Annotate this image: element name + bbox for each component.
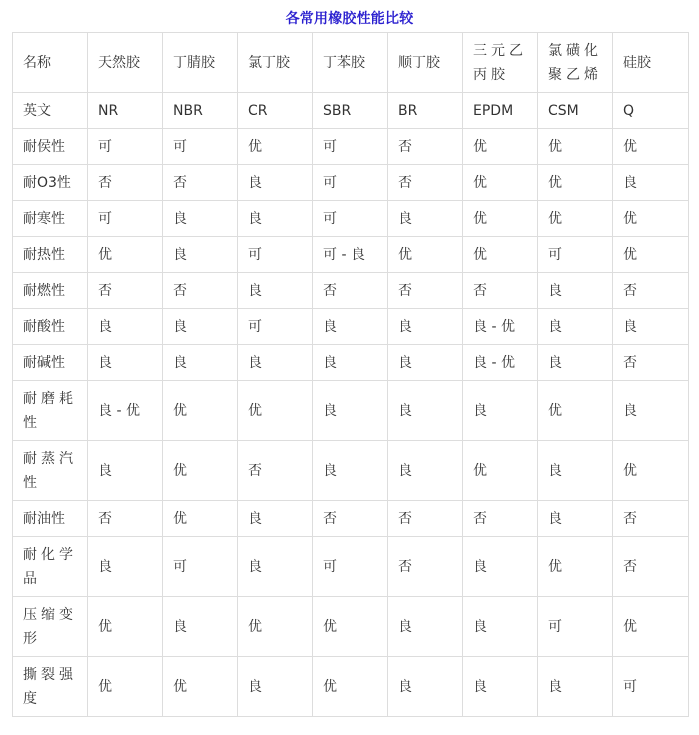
table-cell: 否 bbox=[463, 273, 538, 309]
table-cell: 优 bbox=[613, 129, 689, 165]
header-cell: 名称 bbox=[13, 33, 88, 93]
table-cell: 良 bbox=[163, 237, 238, 273]
table-cell: 良 bbox=[388, 597, 463, 657]
table-cell: 否 bbox=[163, 165, 238, 201]
row-label: 耐热性 bbox=[13, 237, 88, 273]
row-label: 耐碱性 bbox=[13, 345, 88, 381]
table-cell: CR bbox=[238, 93, 313, 129]
table-cell: 否 bbox=[613, 273, 689, 309]
table-cell: 否 bbox=[88, 501, 163, 537]
row-label: 撕裂强度 bbox=[13, 657, 88, 717]
table-cell: 优 bbox=[463, 201, 538, 237]
table-cell: CSM bbox=[538, 93, 613, 129]
table-cell: 优 bbox=[613, 597, 689, 657]
table-cell: 良 bbox=[613, 165, 689, 201]
header-cell: 氯丁胶 bbox=[238, 33, 313, 93]
table-row bbox=[13, 129, 689, 165]
row-label: 耐酸性 bbox=[13, 309, 88, 345]
header-cell: 丁苯胶 bbox=[313, 33, 388, 93]
table-cell: 良 bbox=[388, 441, 463, 501]
table-cell: 否 bbox=[163, 273, 238, 309]
table-cell: 优 bbox=[613, 237, 689, 273]
header-cell: 顺丁胶 bbox=[388, 33, 463, 93]
table-cell: 优 bbox=[88, 597, 163, 657]
table-cell: 良 bbox=[388, 381, 463, 441]
table-row bbox=[13, 201, 689, 237]
table-cell: 良 - 优 bbox=[88, 381, 163, 441]
table-cell: 否 bbox=[388, 501, 463, 537]
header-cell: 氯磺化聚乙烯 bbox=[538, 33, 613, 93]
table-cell: 优 bbox=[163, 657, 238, 717]
table-row bbox=[13, 441, 689, 501]
table-cell: 优 bbox=[163, 501, 238, 537]
table-row bbox=[13, 165, 689, 201]
table-cell: 否 bbox=[388, 273, 463, 309]
header-cell: 三元乙丙胶 bbox=[463, 33, 538, 93]
table-row bbox=[13, 273, 689, 309]
table-cell: 良 bbox=[88, 537, 163, 597]
table-cell: 否 bbox=[613, 537, 689, 597]
table-cell: 良 bbox=[238, 273, 313, 309]
row-label: 耐燃性 bbox=[13, 273, 88, 309]
table-cell: 可 bbox=[313, 537, 388, 597]
table-row bbox=[13, 537, 689, 597]
table-cell: 良 bbox=[538, 441, 613, 501]
table-cell: 良 bbox=[463, 537, 538, 597]
row-label: 耐蒸汽性 bbox=[13, 441, 88, 501]
table-cell: 否 bbox=[463, 501, 538, 537]
table-cell: SBR bbox=[313, 93, 388, 129]
table-cell: 优 bbox=[538, 165, 613, 201]
table-cell: 可 bbox=[163, 537, 238, 597]
table-title: 各常用橡胶性能比较 bbox=[285, 11, 414, 27]
table-cell: 优 bbox=[88, 657, 163, 717]
header-cell: 硅胶 bbox=[613, 33, 689, 93]
table-row bbox=[13, 657, 689, 717]
table-cell: 否 bbox=[313, 501, 388, 537]
table-cell: 良 - 优 bbox=[463, 345, 538, 381]
row-label: 耐油性 bbox=[13, 501, 88, 537]
table-cell: 良 bbox=[163, 345, 238, 381]
table-cell: 可 - 良 bbox=[313, 237, 388, 273]
table-cell: 优 bbox=[463, 129, 538, 165]
table-row bbox=[13, 309, 689, 345]
table-cell: 可 bbox=[313, 129, 388, 165]
table-cell: 良 bbox=[463, 597, 538, 657]
table-cell: 可 bbox=[88, 129, 163, 165]
table-cell: 优 bbox=[238, 129, 313, 165]
table-cell: 优 bbox=[538, 201, 613, 237]
table-cell: 否 bbox=[388, 537, 463, 597]
table-cell: 良 bbox=[88, 345, 163, 381]
table-cell: 优 bbox=[313, 657, 388, 717]
table-cell: 可 bbox=[613, 657, 689, 717]
table-cell: 良 bbox=[538, 309, 613, 345]
table-cell: 良 bbox=[388, 309, 463, 345]
row-label: 压缩变形 bbox=[13, 597, 88, 657]
table-cell: 良 bbox=[463, 657, 538, 717]
row-label: 英文 bbox=[13, 93, 88, 129]
row-label: 耐磨耗性 bbox=[13, 381, 88, 441]
table-cell: 优 bbox=[538, 129, 613, 165]
table-cell: Q bbox=[613, 93, 689, 129]
table-cell: 良 bbox=[388, 657, 463, 717]
header-cell: 丁腈胶 bbox=[163, 33, 238, 93]
table-cell: 良 - 优 bbox=[463, 309, 538, 345]
table-cell: 优 bbox=[613, 201, 689, 237]
table-row bbox=[13, 381, 689, 441]
table-cell: 优 bbox=[463, 441, 538, 501]
table-cell: 良 bbox=[238, 345, 313, 381]
table-cell: 可 bbox=[163, 129, 238, 165]
table-cell: 良 bbox=[88, 441, 163, 501]
table-cell: 优 bbox=[538, 537, 613, 597]
table-cell: 可 bbox=[538, 597, 613, 657]
table-cell: 良 bbox=[463, 381, 538, 441]
row-label: 耐侯性 bbox=[13, 129, 88, 165]
table-cell: NR bbox=[88, 93, 163, 129]
table-cell: 优 bbox=[313, 597, 388, 657]
table-cell: 良 bbox=[538, 657, 613, 717]
table-cell: 良 bbox=[313, 345, 388, 381]
table-cell: 优 bbox=[163, 441, 238, 501]
table-row bbox=[13, 345, 689, 381]
table-cell: 良 bbox=[88, 309, 163, 345]
table-cell: 可 bbox=[238, 309, 313, 345]
table-cell: 优 bbox=[238, 597, 313, 657]
table-cell: 优 bbox=[463, 165, 538, 201]
table-cell: 优 bbox=[388, 237, 463, 273]
table-cell: 否 bbox=[313, 273, 388, 309]
table-cell: 良 bbox=[313, 309, 388, 345]
table-cell: 良 bbox=[388, 201, 463, 237]
table-cell: 良 bbox=[613, 381, 689, 441]
table-cell: 可 bbox=[238, 237, 313, 273]
table-header-row bbox=[13, 33, 689, 93]
table-cell: 良 bbox=[238, 537, 313, 597]
table-cell: 可 bbox=[313, 201, 388, 237]
table-cell: 良 bbox=[388, 345, 463, 381]
table-cell: 良 bbox=[238, 501, 313, 537]
table-cell: 否 bbox=[88, 273, 163, 309]
table-cell: 可 bbox=[538, 237, 613, 273]
table-cell: 良 bbox=[313, 381, 388, 441]
table-row bbox=[13, 93, 689, 129]
table-cell: 良 bbox=[163, 309, 238, 345]
table-cell: 否 bbox=[613, 501, 689, 537]
table-cell: 良 bbox=[238, 657, 313, 717]
table-cell: 否 bbox=[388, 165, 463, 201]
table-cell: 良 bbox=[613, 309, 689, 345]
table-cell: 良 bbox=[238, 165, 313, 201]
table-cell: 可 bbox=[313, 165, 388, 201]
table-row bbox=[13, 501, 689, 537]
table-cell: 否 bbox=[388, 129, 463, 165]
table-cell: 良 bbox=[538, 273, 613, 309]
table-cell: 否 bbox=[238, 441, 313, 501]
table-cell: 否 bbox=[613, 345, 689, 381]
table-cell: 良 bbox=[538, 501, 613, 537]
table-cell: 可 bbox=[88, 201, 163, 237]
table-cell: 否 bbox=[88, 165, 163, 201]
row-label: 耐化学品 bbox=[13, 537, 88, 597]
table-cell: 良 bbox=[538, 345, 613, 381]
table-cell: BR bbox=[388, 93, 463, 129]
row-label: 耐寒性 bbox=[13, 201, 88, 237]
table-row bbox=[13, 597, 689, 657]
table-cell: 优 bbox=[613, 441, 689, 501]
table-row bbox=[13, 237, 689, 273]
table-cell: 良 bbox=[163, 201, 238, 237]
table-cell: 优 bbox=[238, 381, 313, 441]
table-cell: EPDM bbox=[463, 93, 538, 129]
table-cell: 优 bbox=[163, 381, 238, 441]
header-cell: 天然胶 bbox=[88, 33, 163, 93]
table-cell: 良 bbox=[238, 201, 313, 237]
table-cell: 优 bbox=[538, 381, 613, 441]
table-cell: 优 bbox=[463, 237, 538, 273]
table-cell: 良 bbox=[313, 441, 388, 501]
table-cell: NBR bbox=[163, 93, 238, 129]
table-cell: 良 bbox=[163, 597, 238, 657]
rubber-comparison-table bbox=[12, 32, 689, 717]
row-label: 耐O3性 bbox=[13, 165, 88, 201]
table-cell: 优 bbox=[88, 237, 163, 273]
